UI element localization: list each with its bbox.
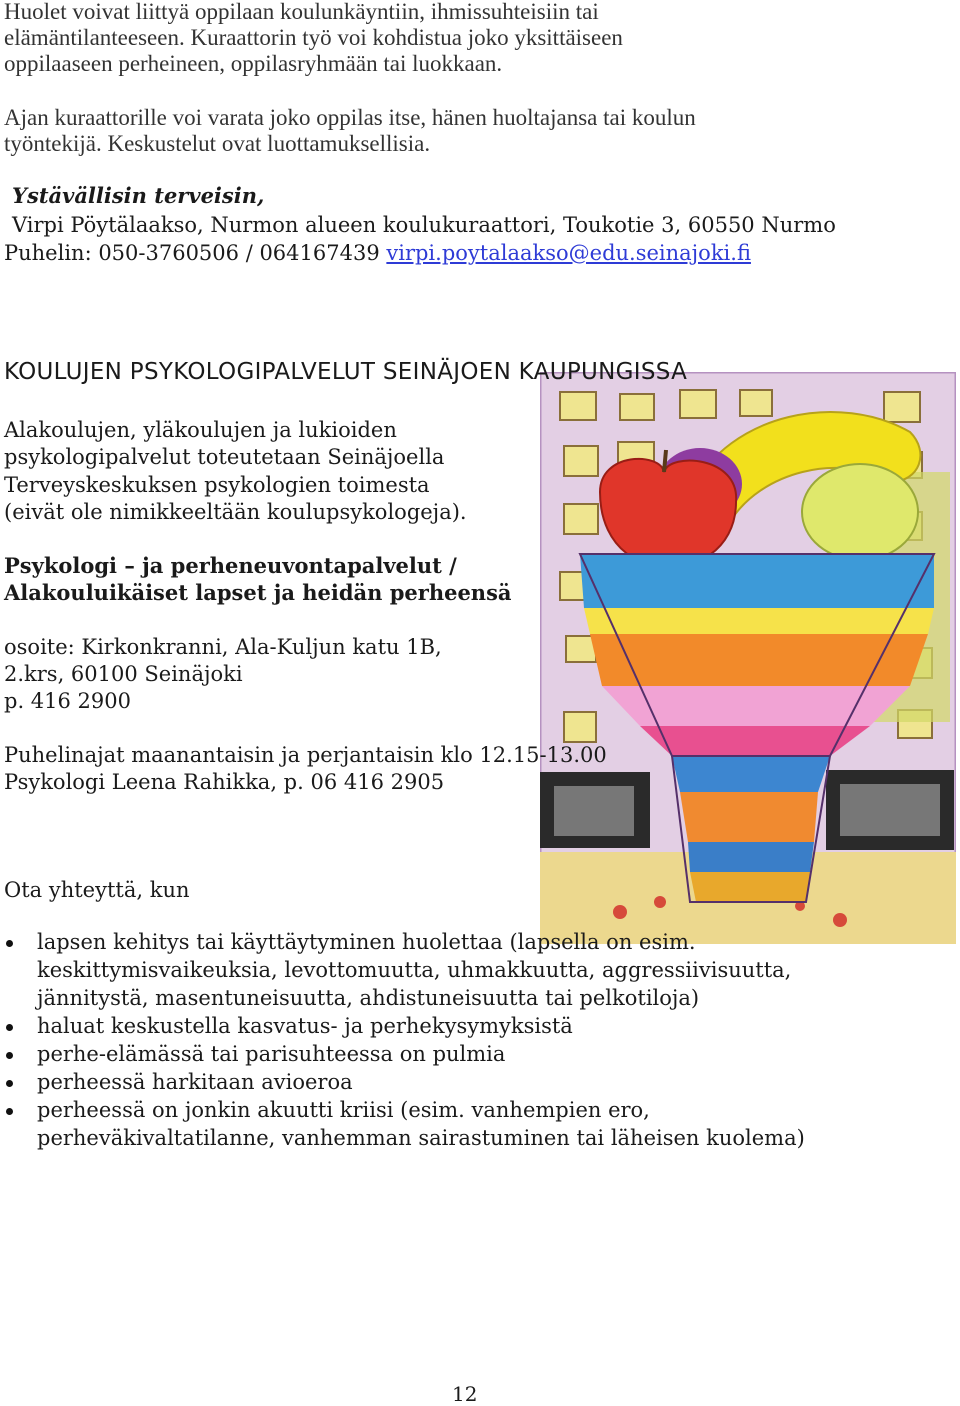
address-line-1: osoite: Kirkonkranni, Ala-Kuljun katu 1B, [4,635,442,659]
booking-line-1: Ajan kuraattorille voi varata joko oppilas itse, hänen huoltajansa tai koulun [4,105,696,130]
list-item-line: perheväkivaltatilanne, vanhemman sairastuminen tai läheisen kuolema) [37,1126,805,1150]
signature-contact [4,239,751,267]
list-item-line: perhe-elämässä tai parisuhteessa on pulmia [37,1042,506,1066]
list-item-line: perheessä on jonkin akuutti kriisi (esim. vanhempien ero, [37,1098,650,1122]
psych-desc-line-2: psykologipalvelut toteutetaan Seinäjoella [4,445,445,469]
signature-name-line: Virpi Pöytälaakso, Nurmon alueen koulukuraattori, Toukotie 3, 60550 Nurmo [12,213,836,237]
psych-heading: KOULUJEN PSYKOLOGIPALVELUT SEINÄJOEN KAUPUNGISSA [4,359,688,385]
booking-line-2: työntekijä. Keskustelut ovat luottamuksellisia. [4,131,431,156]
address-line-2: 2.krs, 60100 Seinäjoki [4,662,243,686]
psych-subheading-line-1: Psykologi – ja perheneuvontapalvelut / [4,553,457,578]
intro-line-1: Huolet voivat liittyä oppilaan koulunkäyntiin, ihmissuhteisiin tai [4,0,599,24]
page-number: 12 [452,1382,478,1406]
list-item [0,1040,805,1068]
list-item-line: haluat keskustella kasvatus- ja perhekysymyksistä [37,1014,573,1038]
signature-phone: Puhelin: 050-3760506 / 064167439 [4,241,387,265]
address-phone: p. 416 2900 [4,689,131,713]
contact-intro: Ota yhteyttä, kun [4,878,190,902]
list-item-line: jännitystä, masentuneisuutta, ahdistuneisuutta tai pelkotiloja) [37,986,700,1010]
list-item-line: lapsen kehitys tai käyttäytyminen huolettaa (lapsella on esim. [37,930,696,954]
list-item [0,1012,805,1040]
psych-desc-line-3: Terveyskeskuksen psykologien toimesta [4,473,430,497]
signature-greeting: Ystävällisin terveisin, [12,183,265,208]
intro-line-3: oppilaaseen perheineen, oppilasryhmään tai luokkaan. [4,51,503,76]
list-item-line: keskittymisvaikeuksia, levottomuutta, uhmakkuutta, aggressiivisuutta, [37,958,792,982]
psych-subheading-line-2: Alakouluikäiset lapset ja heidän perheensä [4,580,512,605]
psychologist-contact: Psykologi Leena Rahikka, p. 06 416 2905 [4,770,445,794]
list-item [0,1096,805,1152]
intro-line-2: elämäntilanteeseen. Kuraattorin työ voi kohdistua joko yksittäiseen [4,25,623,50]
fruit-bowl-drawing [540,372,956,944]
contact-reasons-list [0,928,805,1152]
phone-hours: Puhelinajat maanantaisin ja perjantaisin klo 12.15-13.00 [4,743,607,767]
list-item [0,928,805,1012]
list-item [0,1068,805,1096]
list-item-line: perheessä harkitaan avioeroa [37,1070,353,1094]
psych-desc-line-1: Alakoulujen, yläkoulujen ja lukioiden [4,418,397,442]
email-link[interactable]: virpi.poytalaakso@edu.seinajoki.fi [386,241,751,265]
psych-desc-line-4: (eivät ole nimikkeeltään koulupsykologeja). [4,500,467,524]
